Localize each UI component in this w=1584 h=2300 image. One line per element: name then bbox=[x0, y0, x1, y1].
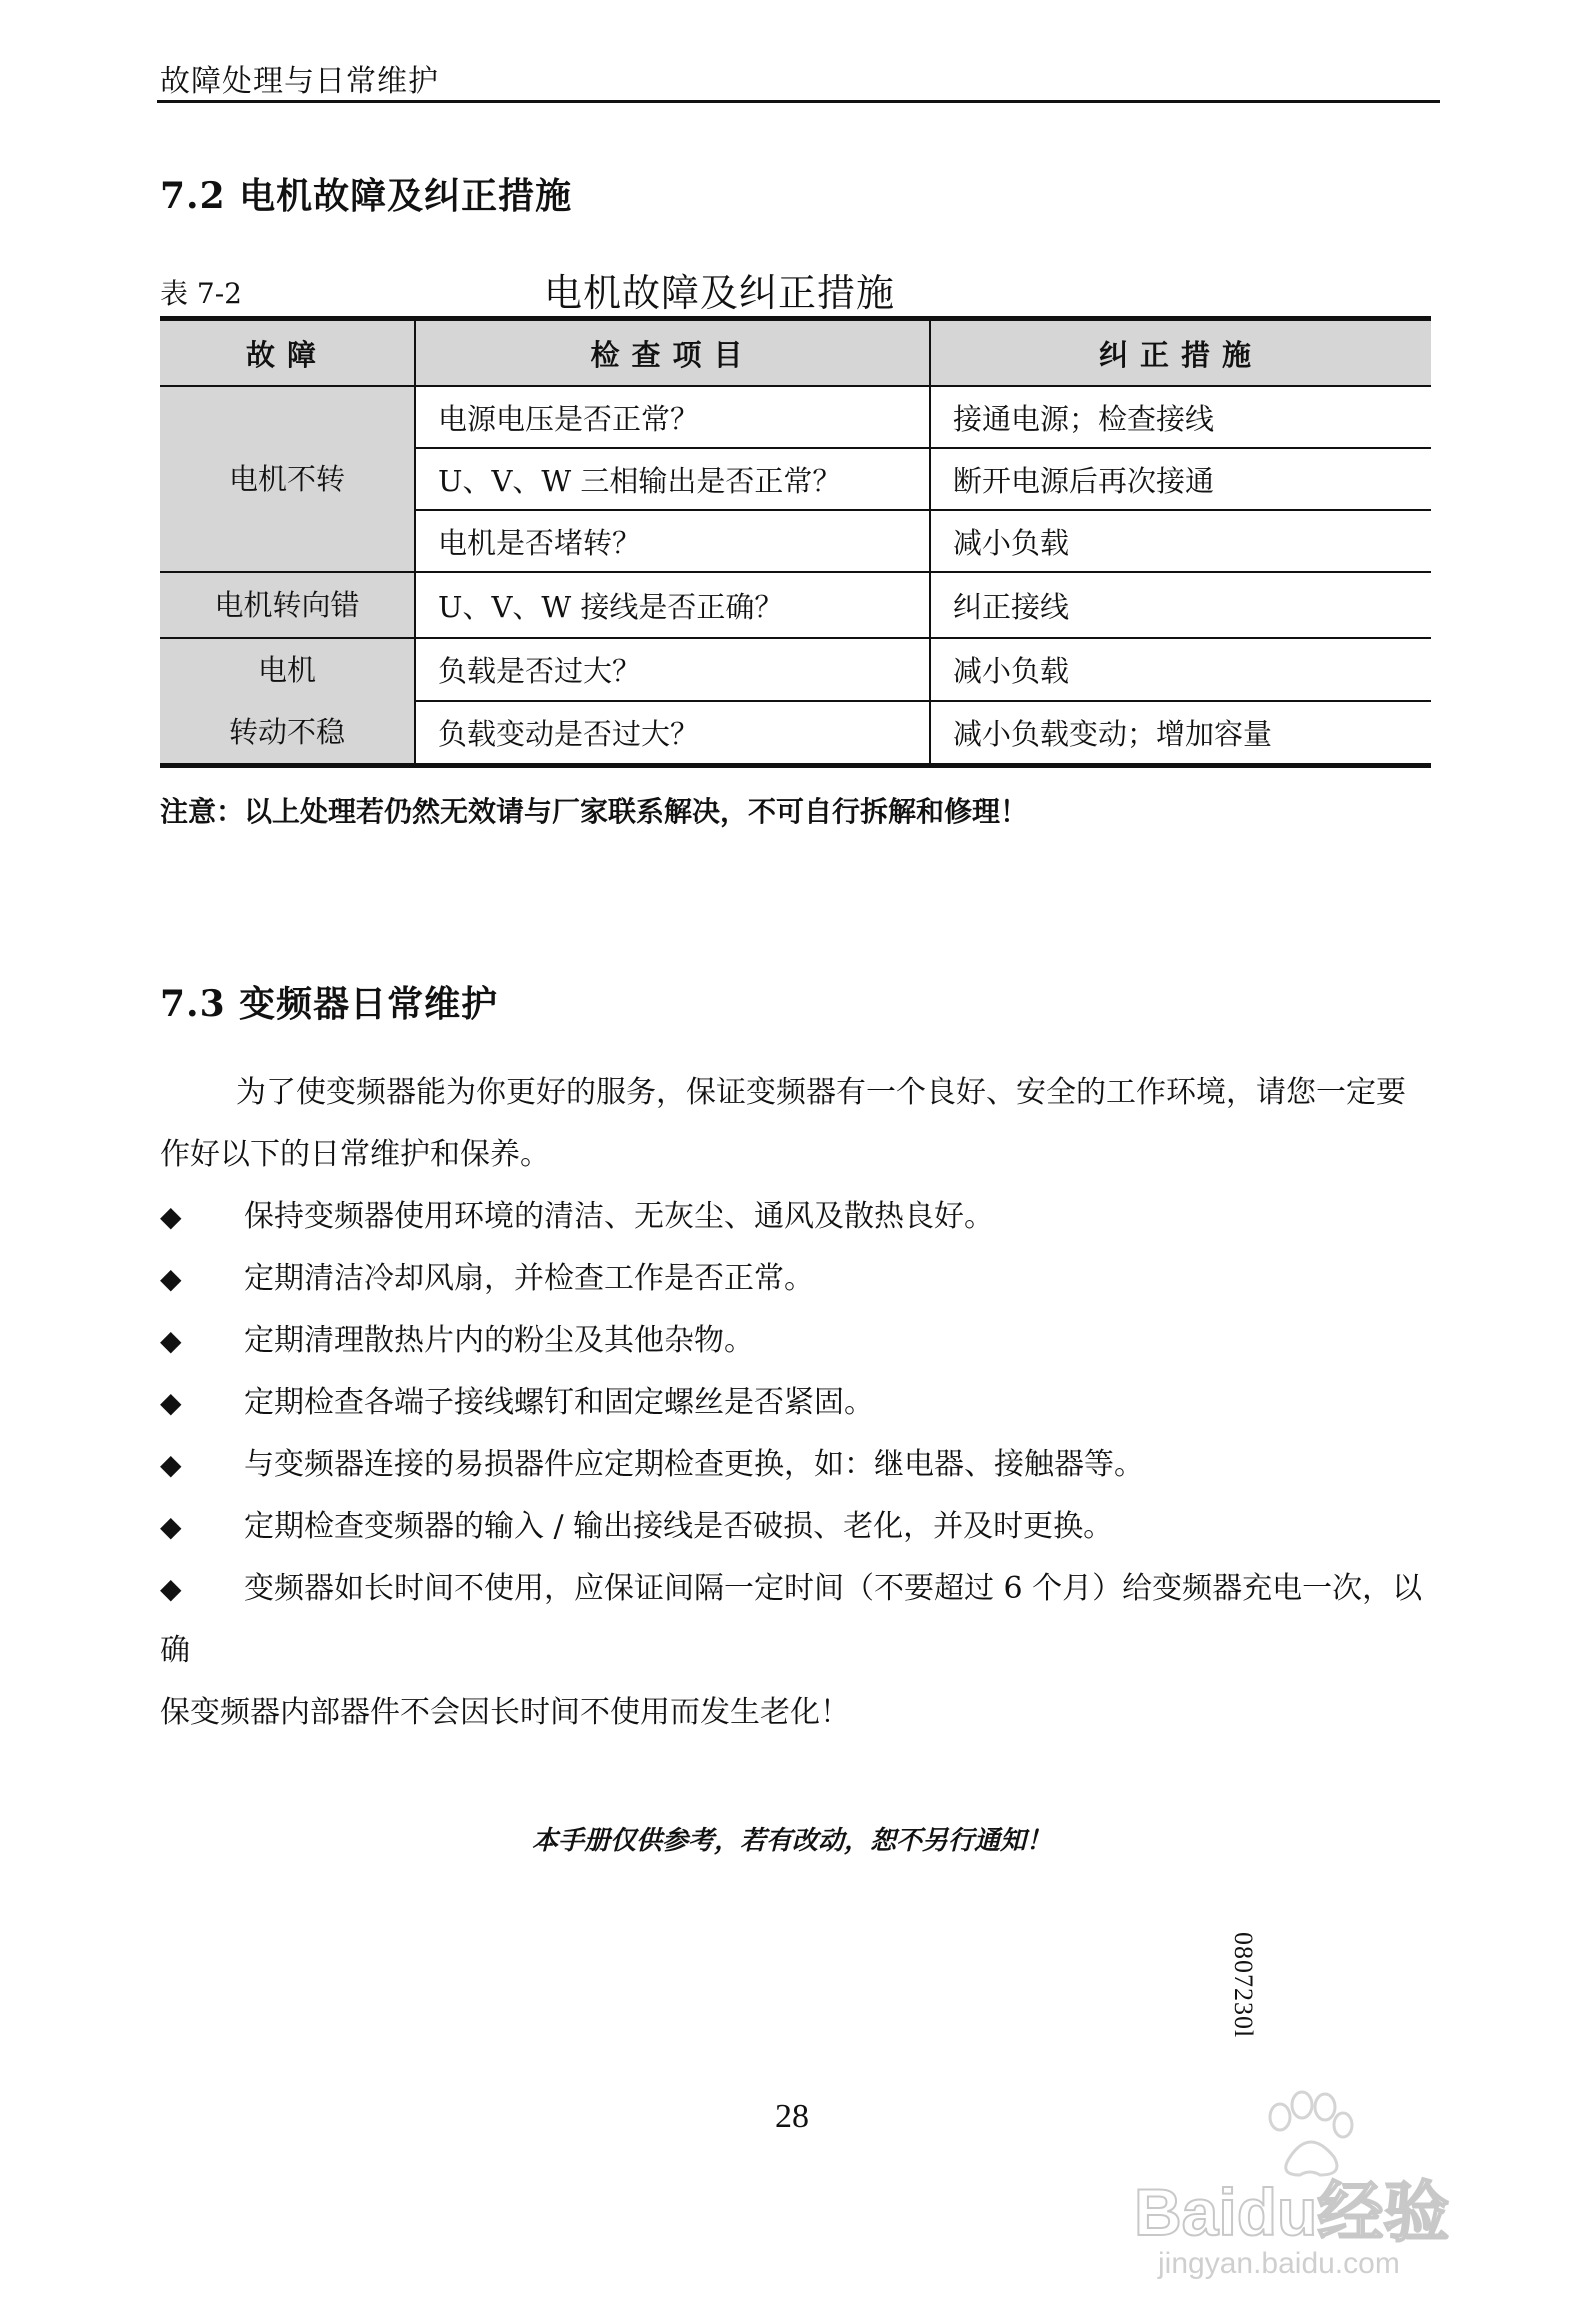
list-item-text: 定期清洁冷却风扇，并检查工作是否正常。 bbox=[244, 1261, 814, 1296]
action-cell: 断开电源后再次接通 bbox=[930, 448, 1431, 510]
watermark-brand: Baidu经验 bbox=[1134, 2175, 1450, 2249]
table-header-row bbox=[160, 319, 1431, 387]
table-row bbox=[160, 572, 1431, 638]
action-cell: 减小负载变动；增加容量 bbox=[930, 701, 1431, 766]
section-7-3-title: 7.3 变频器日常维护 bbox=[160, 983, 499, 1025]
check-cell: 负载是否过大？ bbox=[415, 638, 930, 701]
list-item-text: 定期清理散热片内的粉尘及其他杂物。 bbox=[244, 1323, 754, 1358]
watermark-url: jingyan.baidu.com bbox=[1158, 2247, 1400, 2280]
list-item-text: 保持变频器使用环境的清洁、无灰尘、通风及散热良好。 bbox=[244, 1199, 994, 1234]
diamond-bullet-icon: ◆ bbox=[160, 1200, 182, 1233]
list-item-text: 定期检查各端子接线螺钉和固定螺丝是否紧固。 bbox=[244, 1385, 874, 1420]
section-7-2-title: 7.2 电机故障及纠正措施 bbox=[160, 175, 573, 217]
fault-cell: 电机不转 bbox=[160, 386, 415, 572]
list-item-text: 变频器如长时间不使用，应保证间隔一定时间（不要超过 6 个月）给变频器充电一次，以确 bbox=[160, 1571, 1423, 1668]
page-number: 28 bbox=[775, 2098, 809, 2135]
col-header-fault: 故障 bbox=[160, 319, 415, 387]
diamond-bullet-icon: ◆ bbox=[160, 1324, 182, 1357]
action-cell: 减小负载 bbox=[930, 510, 1431, 572]
header-rule bbox=[157, 100, 1440, 103]
action-cell: 减小负载 bbox=[930, 638, 1431, 701]
table-label: 表 7-2 bbox=[160, 277, 242, 310]
fault-cell: 电机转向错 bbox=[160, 572, 415, 638]
fault-cell-line: 电机 bbox=[257, 653, 316, 687]
table-row bbox=[160, 386, 1431, 448]
check-cell: 电源电压是否正常？ bbox=[415, 386, 930, 448]
list-item bbox=[160, 1186, 1430, 1248]
motor-fault-table bbox=[160, 316, 1431, 768]
list-item bbox=[160, 1434, 1430, 1496]
running-header: 故障处理与日常维护 bbox=[160, 64, 439, 99]
table-caption: 电机故障及纠正措施 bbox=[544, 271, 896, 315]
list-item-text-continued: 保变频器内部器件不会因长时间不使用而发生老化！ bbox=[160, 1695, 850, 1730]
list-item bbox=[160, 1558, 1430, 1744]
fault-cell bbox=[160, 638, 415, 766]
list-item-text: 定期检查变频器的输入 / 输出接线是否破损、老化，并及时更换。 bbox=[244, 1509, 1114, 1544]
list-item bbox=[160, 1496, 1430, 1558]
list-item-text: 与变频器连接的易损器件应定期检查更换，如：继电器、接触器等。 bbox=[244, 1447, 1144, 1482]
list-item bbox=[160, 1310, 1430, 1372]
diamond-bullet-icon: ◆ bbox=[160, 1572, 182, 1605]
action-cell: 接通电源；检查接线 bbox=[930, 386, 1431, 448]
check-cell: 负载变动是否过大？ bbox=[415, 701, 930, 766]
diamond-bullet-icon: ◆ bbox=[160, 1448, 182, 1481]
table-row bbox=[160, 638, 1431, 701]
list-item bbox=[160, 1248, 1430, 1310]
col-header-check: 检查项目 bbox=[415, 319, 930, 387]
diamond-bullet-icon: ◆ bbox=[160, 1262, 182, 1295]
version-code: 0807230l bbox=[1229, 1932, 1258, 2039]
baidu-watermark bbox=[1130, 2065, 1470, 2285]
intro-paragraph: 为了使变频器能为你更好的服务，保证变频器有一个良好、安全的工作环境，请您一定要作好以下的日常维护和保养。 bbox=[160, 1075, 1406, 1172]
action-cell: 纠正接线 bbox=[930, 572, 1431, 638]
paw-icon bbox=[1270, 2092, 1352, 2175]
diamond-bullet-icon: ◆ bbox=[160, 1510, 182, 1543]
check-cell: U、V、W 接线是否正确？ bbox=[415, 572, 930, 638]
fault-cell-line: 转动不稳 bbox=[228, 715, 345, 749]
disclaimer: 本手册仅供参考，若有改动，恕不另行通知！ bbox=[531, 1825, 1052, 1855]
diamond-bullet-icon: ◆ bbox=[160, 1386, 182, 1419]
check-cell: 电机是否堵转？ bbox=[415, 510, 930, 572]
col-header-action: 纠正措施 bbox=[930, 319, 1431, 387]
warning-note: 注意：以上处理若仍然无效请与厂家联系解决，不可自行拆解和修理！ bbox=[160, 795, 1029, 828]
check-cell: U、V、W 三相输出是否正常？ bbox=[415, 448, 930, 510]
list-item bbox=[160, 1372, 1430, 1434]
